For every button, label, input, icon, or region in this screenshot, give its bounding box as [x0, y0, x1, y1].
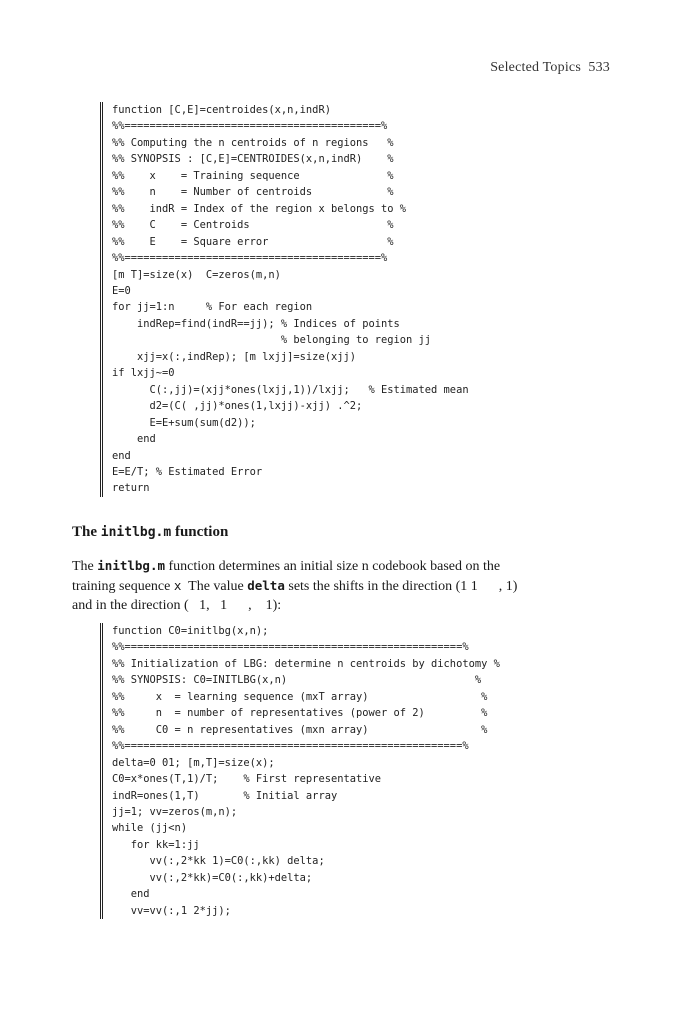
paragraph-line-3: and in the direction ( 1, 1 , 1):: [72, 598, 282, 613]
section-title-suffix: function: [171, 524, 229, 540]
section-title-code: initlbg.m: [100, 525, 172, 540]
section-heading: [72, 524, 228, 541]
code-block-initlbg: [100, 623, 500, 919]
code-block-centroides: [100, 102, 469, 497]
paragraph-line-2: training sequence x The value delta sets the shifts in the direction (1 1 , 1): [72, 578, 518, 594]
running-header: [490, 60, 610, 76]
section-title-prefix: The: [72, 524, 101, 540]
running-head-title: Selected Topics: [490, 60, 581, 75]
code-listing-centroides: function [C,E]=centroides(x,n,indR) %%=========================================% %% Computing the n centroids of n regions % %% SYNOPSIS : [C,E]=CENTROIDES(x,n,indR) % %% x = Training sequence % %% n = Number of centroids % %% indR = Index of the region x belongs to % %% C = Centroids % %% E = Square error % %%=========================================% [m T]=size(x) C=zeros(m,n) E=0 for jj=1:n % For each region indRep=find(indR==jj); % Indices of points % belonging to region jj xjj=x(:,indRep); [m lxjj]=size(xjj) if lxjj~=0 C(:,jj)=(xjj*ones(lxjj,1))/lxjj; % Estimated mean d2=(C( ,jj)*ones(1,lxjj)-xjj) .^2; E=E+sum(sum(d2)); end end E=E/T; % Estimated Error return: [112, 104, 469, 495]
paragraph-line-1: The initlbg.m function determines an initial size n codebook based on the: [72, 558, 501, 574]
page-number: 533: [588, 60, 610, 75]
description-paragraph: [72, 556, 610, 615]
code-listing-initlbg: function C0=initlbg(x,n); %%======================================================% %% Initialization of LBG: determine n centroids by dichotomy % %% SYNOPSIS: C0=INITLBG(x,n) % %% x = learning sequence (mxT array) % %% n = number of representatives (power of 2) % %% C0 = n representatives (mxn array) % %%======================================================% delta=0 01; [m,T]=size(x); C0=x*ones(T,1)/T; % First representative indR=ones(1,T) % Initial array jj=1; vv=zeros(m,n); while (jj<n) for kk=1:jj vv(:,2*kk 1)=C0(:,kk) delta; vv(:,2*kk)=C0(:,kk)+delta; end vv=vv(:,1 2*jj);: [112, 625, 500, 917]
